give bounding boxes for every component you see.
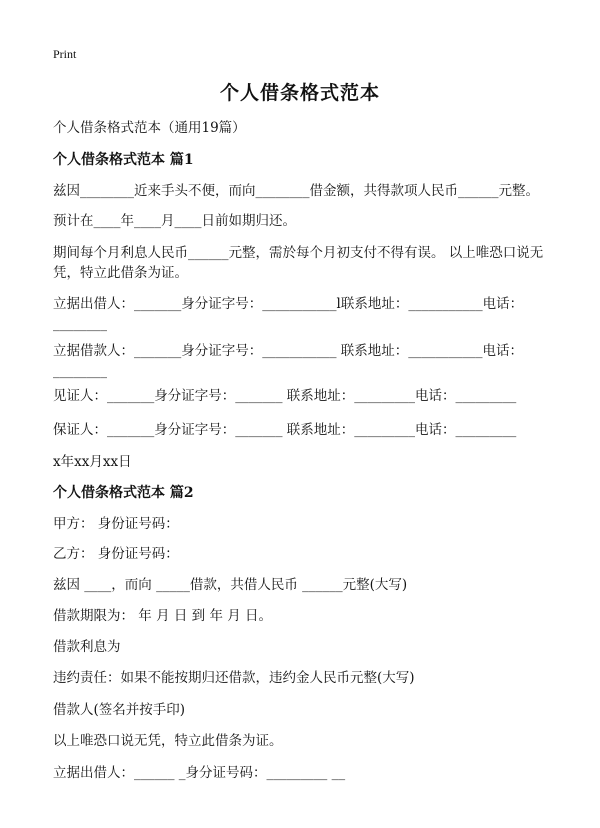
paragraph-reason: 兹因________近来手头不便，而向________借金额，共得款项人民币______元整。 <box>53 183 539 199</box>
loan-reason-line: 兹因 ____，而向 _____借款，共借人民币 ______元整(大写) <box>53 577 408 593</box>
closing-line: 以上唯恐口说无凭，特立此借条为证。 <box>53 733 283 749</box>
document-title: 个人借条格式范本 <box>219 82 380 104</box>
lender-id-line: 立据出借人：______ _身分证号码：_________ __ <box>53 765 346 781</box>
paragraph-interest: 期间每个月利息人民币______元整，需於每个月初支付不得有误。 以上唯恐口说无凭，特立此借条为证。 <box>53 245 544 281</box>
paragraph-due-date: 预计在____年____月____日前如期归还。 <box>53 213 296 229</box>
print-label: Print <box>53 47 77 61</box>
breach-line: 违约责任：如果不能按期归还借款，违约金人民币元整(大写) <box>53 670 415 686</box>
loan-interest-line: 借款利息为 <box>53 639 121 655</box>
party-b-line: 乙方： 身份证号码： <box>53 546 179 562</box>
doc-subtitle: 个人借条格式范本（通用19篇） <box>53 120 246 136</box>
borrower-info: 立据借款人：_______身分证字号：___________ 联系地址：___________电话：________ <box>53 343 524 379</box>
section-heading-2: 个人借条格式范本 篇2 <box>53 485 194 501</box>
witness-info: 见证人：_______身分证字号：_______ 联系地址：_________电话：_________ <box>53 388 517 404</box>
section-heading-1: 个人借条格式范本 篇1 <box>53 152 194 168</box>
guarantor-info: 保证人：_______身分证字号：_______ 联系地址：_________电话：_________ <box>53 422 517 438</box>
date-line: x年xx月xx日 <box>53 454 132 470</box>
lender-info: 立据出借人：_______身分证字号：___________l联系地址：___________电话：________ <box>53 296 524 332</box>
loan-period-line: 借款期限为： 年 月 日 到 年 月 日。 <box>53 608 273 624</box>
party-a-line: 甲方： 身份证号码： <box>53 516 179 532</box>
borrower-sign-line: 借款人(签名并按手印) <box>53 702 186 718</box>
